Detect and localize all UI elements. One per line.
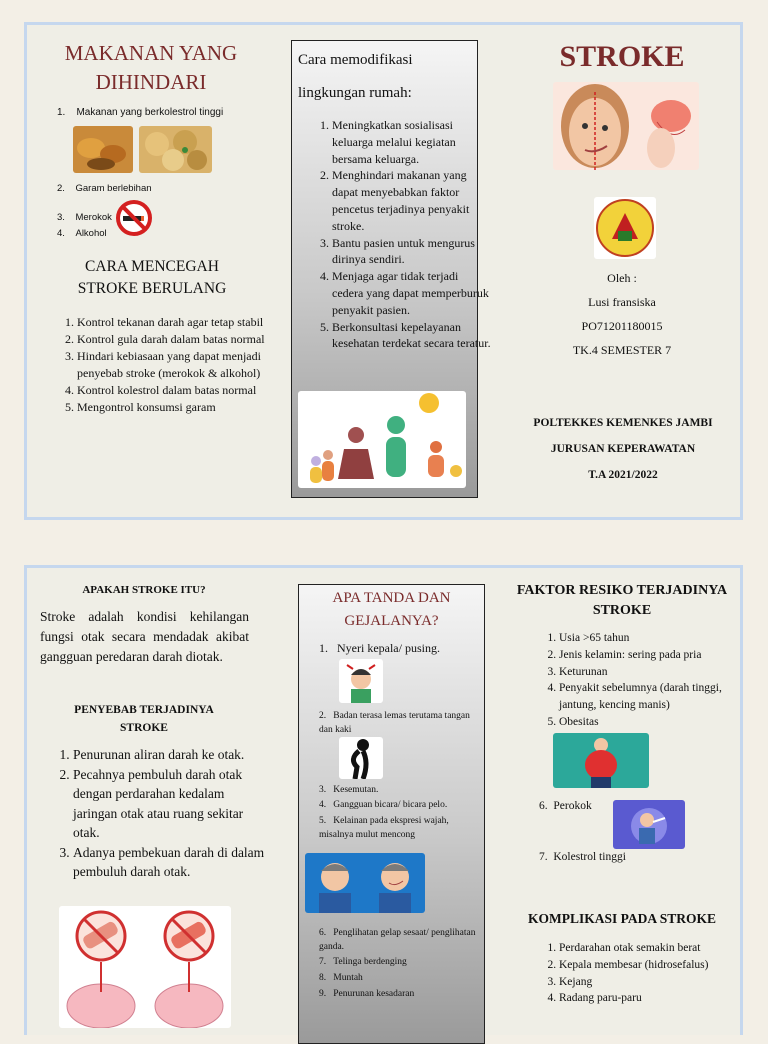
symptom-item-5: 5. Kelainan pada ekspresi wajah, misalnya mulut mencong	[319, 816, 449, 840]
fried-snack-image	[139, 126, 212, 173]
symptoms-panel	[298, 584, 485, 1044]
symptom-item-9: 9. Penurunan kesadaran	[319, 989, 415, 999]
avoid-item-2: 2. Garam berlebihan	[57, 183, 152, 194]
list-item: 3. Keturunan	[559, 664, 759, 681]
what-is-stroke-text: Stroke adalah kondisi kehilangan fungsi otak secara mendadak akibat gangguan peredaran darah diotak.	[40, 609, 249, 664]
stroke-face-illustration	[553, 82, 699, 170]
list-item: 3. Kejang	[559, 974, 759, 991]
list-item: 3. Hindari kebiasaan yang dapat menjadi penyebab stroke (merokok & alkohol)	[77, 348, 275, 382]
risk-factors-list-a	[539, 630, 759, 731]
list-item: 4. Radang paru-paru	[559, 990, 759, 1007]
semester-level: TK.4 SEMESTER 7	[572, 343, 672, 357]
symptom-item-2: 2. Badan terasa lemas terutama tangan dan kaki	[319, 711, 470, 735]
complications-list	[539, 940, 759, 1007]
list-item: 3. Bantu pasien untuk mengurus dirinya sendiri.	[332, 235, 492, 269]
symptom-item-1: 1. Nyeri kepala/ pusing.	[319, 641, 440, 655]
department-name: JURUSAN KEPERAWATAN	[550, 443, 696, 455]
academic-year: T.A 2021/2022	[588, 469, 658, 481]
foods-to-avoid-title: MAKANAN YANG DIHINDARI	[64, 41, 238, 94]
facial-droop-illustration	[305, 853, 425, 913]
list-item: 5. Obesitas	[559, 714, 759, 731]
list-item: 5. Berkonsultasi kepelayanan kesehatan terdekat secara teratur.	[332, 319, 492, 353]
list-item: 4. Menjaga agar tidak terjadi cedera yang dapat memperburuk penyakit pasien.	[332, 268, 492, 318]
list-item: 3. Adanya pembekuan darah di dalam pembuluh darah otak.	[73, 843, 269, 882]
list-item: 1. Kontrol tekanan darah agar tetap stabil	[77, 314, 275, 331]
what-is-stroke-title: APAKAH STROKE ITU?	[82, 584, 206, 596]
obesity-illustration	[553, 733, 649, 788]
headache-icon	[339, 659, 383, 703]
list-item: 1. Meningkatkan sosialisasi keluarga melalui kegiatan bersama keluarga.	[332, 117, 492, 167]
causes-title: PENYEBAB TERJADINYA STROKE	[74, 704, 214, 734]
symptom-item-6: 6. Penglihatan gelap sesaat/ penglihatan ganda.	[319, 928, 476, 952]
prevent-title: CARA MENCEGAH STROKE BERULANG	[77, 258, 227, 297]
symptom-item-8: 8. Muntah	[319, 973, 363, 983]
avoid-item-1: 1. Makanan yang berkolestrol tinggi	[57, 107, 224, 118]
brochure-page-front	[24, 22, 743, 520]
prevent-list	[57, 314, 275, 416]
poltekkes-logo	[594, 197, 656, 259]
author-name: Lusi fransiska	[588, 295, 656, 309]
avoid-item-3: 3. Merokok	[57, 212, 112, 223]
symptom-item-7: 7. Telinga berdenging	[319, 957, 407, 967]
list-item: 4. Kontrol kolestrol dalam batas normal	[77, 382, 275, 399]
avoid-item-4: 4. Alkohol	[57, 228, 107, 239]
smoker-illustration	[613, 800, 685, 849]
list-item: 2. Kontrol gula darah dalam batas normal	[77, 331, 275, 348]
home-modification-title: Cara memodifikasi lingkungan rumah:	[298, 52, 413, 101]
symptoms-title: APA TANDA DAN GEJALANYA?	[332, 590, 451, 629]
by-label: Oleh :	[607, 271, 637, 285]
risk-item-7: 7. Kolestrol tinggi	[539, 851, 626, 863]
blood-vessel-brain-illustration	[59, 906, 231, 1028]
list-item: 4. Penyakit sebelumnya (darah tinggi, jantung, kencing manis)	[559, 680, 759, 714]
risk-item-6: 6. Perokok	[539, 800, 592, 812]
family-illustration	[298, 391, 466, 488]
list-item: 1. Penurunan aliran darah ke otak.	[73, 745, 269, 765]
fried-food-image	[73, 126, 133, 173]
symptom-item-3: 3. Kesemutan.	[319, 785, 379, 795]
list-item: 1. Perdarahan otak semakin berat	[559, 940, 759, 957]
institution-name: POLTEKKES KEMENKES JAMBI	[533, 417, 713, 429]
no-smoking-icon	[115, 199, 153, 237]
complications-title: KOMPLIKASI PADA STROKE	[527, 911, 717, 926]
list-item: 2. Jenis kelamin: sering pada pria	[559, 647, 759, 664]
causes-list	[53, 745, 269, 882]
home-modification-list	[312, 117, 492, 352]
list-item: 1. Usia >65 tahun	[559, 630, 759, 647]
risk-factors-title: FAKTOR RESIKO TERJADINYA STROKE	[516, 583, 728, 618]
stroke-title: STROKE	[559, 40, 685, 73]
list-item: 5. Mengontrol konsumsi garam	[77, 399, 275, 416]
list-item: 2. Kepala membesar (hidrosefalus)	[559, 957, 759, 974]
student-id: PO71201180015	[581, 319, 663, 333]
home-modification-panel	[291, 40, 491, 498]
brochure-page-back	[24, 565, 743, 1035]
list-item: 2. Pecahnya pembuluh darah otak dengan perdarahan kedalam jaringan otak atau ruang sekitar otak.	[73, 765, 269, 843]
weak-body-icon	[339, 737, 383, 779]
list-item: 2. Menghindari makanan yang dapat menyebabkan faktor pencetus terjadinya penyakit stroke.	[332, 167, 492, 234]
symptom-item-4: 4. Gangguan bicara/ bicara pelo.	[319, 800, 448, 810]
